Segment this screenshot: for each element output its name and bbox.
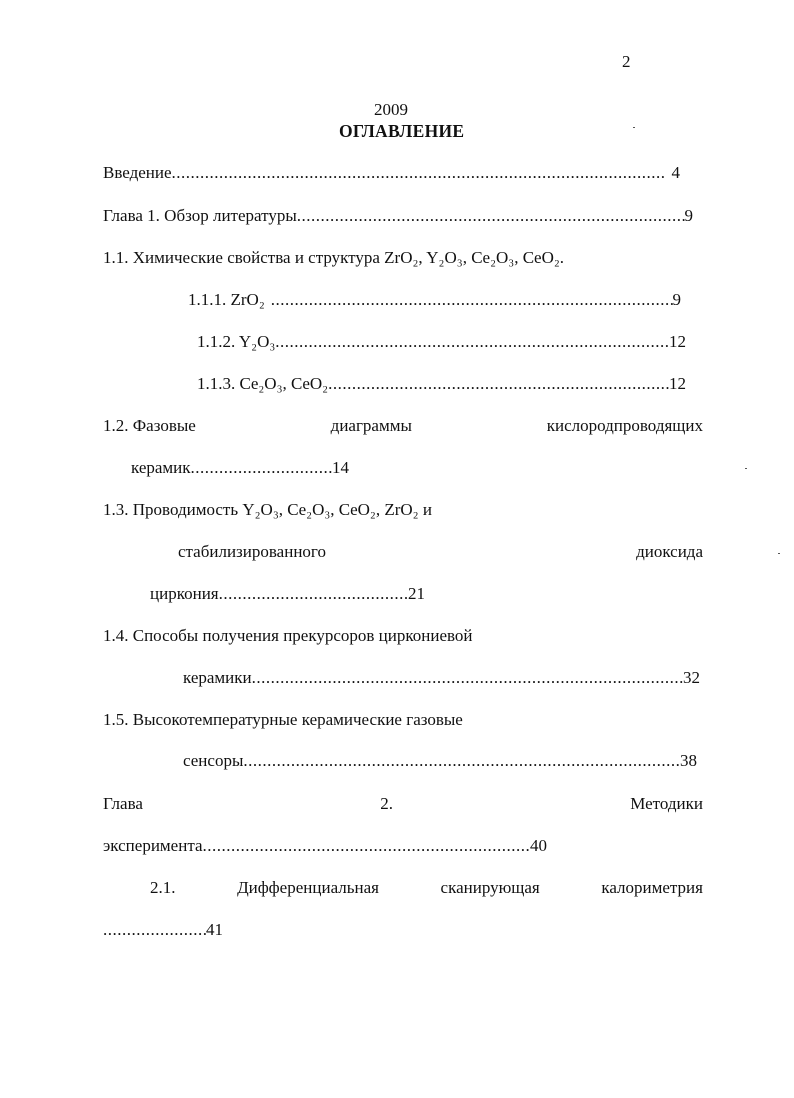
toc-leader-dots [243,751,680,771]
toc-entry-1-2-cont[interactable] [131,458,349,478]
toc-entry-1-5-cont[interactable] [183,751,697,771]
toc-page: 21 [408,584,425,603]
scan-speck [745,468,747,469]
toc-label: 1.1.2. Y₂O₃ [197,332,276,351]
page-number: 2 [622,52,631,71]
toc-page: 40 [530,836,547,855]
toc-entry-1-1-1[interactable] [188,290,681,310]
toc-entry-chapter-2-cont[interactable] [103,836,547,856]
toc-word: Дифференциальная [237,878,379,897]
toc-entry-1-3-cont[interactable] [150,584,425,604]
toc-word: диоксида [636,542,703,561]
toc-entry-1-1[interactable]: 1.1. Химические свойства и структура ZrO₂, Y₂O₃, Ce₂O₃, CeO₂. [103,248,565,267]
toc-label: эксперимента [103,836,203,855]
scan-speck [778,553,780,554]
toc-page: 12 [669,332,686,351]
toc-leader-dots [172,163,666,183]
toc-entry-1-4-cont[interactable] [183,668,700,688]
toc-word: калориметрия [601,878,703,897]
page-title: ОГЛАВЛЕНИЕ [339,121,465,141]
toc-label: циркония [150,584,219,603]
toc-label: Введение [103,163,172,182]
toc-leader-dots [297,206,685,226]
toc-word: Методики [630,794,703,813]
toc-leader-dots [191,458,332,478]
toc-word: диаграммы [330,416,412,435]
toc-page: 14 [332,458,349,477]
toc-page: 12 [669,374,686,393]
toc-page: 32 [683,668,700,687]
toc-entry-1-5[interactable]: 1.5. Высокотемпературные керамические газовые [103,710,463,729]
toc-word: сканирующая [440,878,540,897]
toc-page: 41 [206,920,223,939]
toc-leader-dots [328,374,669,394]
toc-page: 4 [671,163,680,182]
toc-word: стабилизированного [178,542,326,561]
toc-leader-dots [103,920,206,940]
toc-word: 2.1. [150,878,176,897]
toc-leader-dots [203,836,530,856]
toc-label: сенсоры [183,751,244,770]
toc-word: Глава [103,794,143,813]
toc-leader-dots [275,332,669,352]
toc-label: 1.1.1. ZrO₂ [188,290,265,309]
toc-leader-dots [219,584,408,604]
toc-page: 38 [680,751,697,770]
toc-label: керамик [131,458,191,477]
year: 2009 [374,100,408,119]
toc-entry-chapter-2[interactable] [103,794,703,814]
toc-entry-1-1-3[interactable] [197,374,686,394]
toc-word: 1.2. Фазовые [103,416,196,435]
toc-entry-1-3-line2[interactable] [178,542,703,562]
toc-entry-1-2[interactable] [103,416,703,436]
toc-label: 1.1.3. Ce₂O₃, CeO₂ [197,374,329,393]
toc-entry-chapter-1[interactable] [103,206,693,226]
toc-entry-intro[interactable] [103,163,680,183]
toc-entry-2-1-cont[interactable] [103,920,223,940]
toc-label: Глава 1. Обзор литературы [103,206,297,225]
scan-speck [633,127,635,128]
toc-leader-dots [271,290,673,310]
toc-page: 9 [672,290,681,309]
toc-label: керамики [183,668,252,687]
toc-entry-1-4[interactable]: 1.4. Способы получения прекурсоров циркониевой [103,626,473,645]
toc-page: 9 [684,206,693,225]
toc-word: кислородпроводящих [546,416,703,435]
toc-word: 2. [380,794,393,813]
toc-leader-dots [252,668,683,688]
toc-entry-1-3[interactable]: 1.3. Проводимость Y₂O₃, Ce₂O₃, CeO₂, ZrO₂ и [103,500,432,519]
toc-entry-1-1-2[interactable] [197,332,686,352]
toc-entry-2-1[interactable] [150,878,703,898]
